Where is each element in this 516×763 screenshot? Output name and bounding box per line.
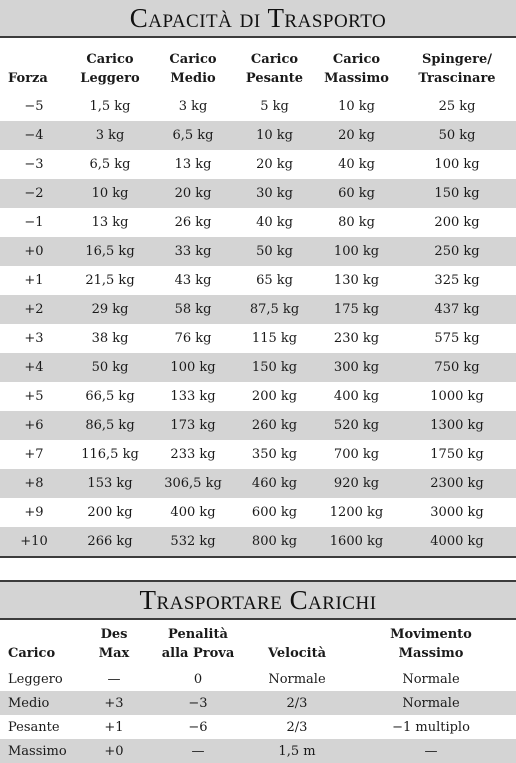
table-cell: +3 bbox=[104, 695, 124, 711]
table-cell: 153 kg bbox=[87, 476, 133, 491]
col-header-medium-load: Carico Medio bbox=[169, 52, 217, 86]
table-cell: +0 bbox=[104, 743, 124, 759]
table-cell: 38 kg bbox=[91, 331, 129, 346]
table-cell: 10 kg bbox=[256, 128, 293, 143]
table-row bbox=[0, 208, 516, 237]
table-cell: 76 kg bbox=[174, 331, 212, 346]
table-cell: 13 kg bbox=[91, 215, 129, 230]
table-cell: 33 kg bbox=[174, 244, 212, 259]
table-cell: 3 kg bbox=[95, 128, 125, 143]
table-cell: 16,5 kg bbox=[85, 244, 135, 259]
table-cell: −2 bbox=[24, 186, 44, 201]
table-cell: −6 bbox=[188, 719, 208, 735]
table-cell: 21,5 kg bbox=[85, 273, 135, 288]
table-cell: 40 kg bbox=[256, 215, 293, 230]
table-cell: 520 kg bbox=[333, 418, 380, 433]
table-cell: +8 bbox=[24, 476, 44, 491]
table-row bbox=[0, 353, 516, 382]
table-cell: +7 bbox=[24, 447, 44, 462]
col-header-heavy-load: Carico Pesante bbox=[245, 52, 304, 86]
table-cell: 532 kg bbox=[170, 534, 216, 549]
table-cell: 2/3 bbox=[286, 719, 308, 735]
table-cell: 300 kg bbox=[333, 360, 380, 375]
table-cell: 10 kg bbox=[91, 186, 129, 201]
table-cell: 100 kg bbox=[333, 244, 380, 259]
table-cell: +9 bbox=[24, 505, 44, 520]
table-cell: 133 kg bbox=[170, 389, 216, 404]
table-cell: Normale bbox=[402, 695, 460, 711]
table-cell: Massimo bbox=[8, 743, 67, 759]
table-cell: 150 kg bbox=[251, 360, 298, 375]
table-row bbox=[0, 179, 516, 208]
table-cell: +10 bbox=[20, 534, 48, 549]
table-cell: 1000 kg bbox=[430, 389, 484, 404]
table-cell: 437 kg bbox=[434, 302, 480, 317]
table-cell: −5 bbox=[24, 99, 44, 114]
table-cell: 230 kg bbox=[333, 331, 380, 346]
table-cell: Normale bbox=[402, 671, 460, 687]
table-cell: 400 kg bbox=[170, 505, 216, 520]
table-cell: 233 kg bbox=[170, 447, 216, 462]
table-row bbox=[0, 295, 516, 324]
table-cell: 1200 kg bbox=[329, 505, 384, 520]
table-cell: 5 kg bbox=[260, 99, 289, 114]
table-cell: 2300 kg bbox=[430, 476, 484, 491]
table-row bbox=[0, 150, 516, 179]
table-cell: +5 bbox=[24, 389, 44, 404]
table-cell: +1 bbox=[24, 273, 44, 288]
table-row bbox=[0, 667, 516, 691]
table-cell: 130 kg bbox=[333, 273, 380, 288]
table-cell: −3 bbox=[24, 157, 44, 172]
carrying-capacity-title: Capacità di Trasporto bbox=[0, 0, 516, 36]
table-cell: Leggero bbox=[8, 671, 63, 687]
col-header-check-penalty: Penalità alla Prova bbox=[161, 627, 235, 661]
table-cell: — bbox=[424, 743, 438, 759]
col-header-max-movement: Movimento Massimo bbox=[390, 627, 472, 661]
table-cell: Normale bbox=[268, 671, 326, 687]
table-cell: 750 kg bbox=[434, 360, 480, 375]
table-cell: 60 kg bbox=[338, 186, 375, 201]
table-cell: 66,5 kg bbox=[85, 389, 135, 404]
table-cell: 1300 kg bbox=[430, 418, 484, 433]
table-cell: 86,5 kg bbox=[85, 418, 135, 433]
col-header-forza: Forza bbox=[8, 71, 48, 86]
table-cell: 200 kg bbox=[87, 505, 133, 520]
table-cell: −1 multiplo bbox=[392, 719, 470, 735]
table-cell: 30 kg bbox=[256, 186, 293, 201]
table-cell: 920 kg bbox=[333, 476, 380, 491]
table-cell: 6,5 kg bbox=[172, 128, 214, 143]
table-cell: +2 bbox=[24, 302, 44, 317]
table-cell: 266 kg bbox=[87, 534, 133, 549]
table-cell: 150 kg bbox=[434, 186, 480, 201]
table-cell: 0 bbox=[193, 671, 203, 687]
table-cell: 50 kg bbox=[438, 128, 476, 143]
table-row bbox=[0, 440, 516, 469]
table-cell: +4 bbox=[24, 360, 44, 375]
col-header-light-load: Carico Leggero bbox=[80, 52, 140, 86]
col-header-speed: Velocità bbox=[267, 646, 327, 661]
table-cell: 700 kg bbox=[333, 447, 380, 462]
table-cell: 200 kg bbox=[251, 389, 298, 404]
table-row bbox=[0, 739, 516, 763]
table-cell: 306,5 kg bbox=[164, 476, 222, 491]
table-row bbox=[0, 411, 516, 440]
table-cell: 1750 kg bbox=[430, 447, 484, 462]
carrying-loads-table bbox=[0, 620, 516, 763]
table-row bbox=[0, 469, 516, 498]
table-row bbox=[0, 324, 516, 353]
table-cell: 10 kg bbox=[338, 99, 375, 114]
table-cell: −3 bbox=[188, 695, 208, 711]
table-cell: 2/3 bbox=[286, 695, 308, 711]
carrying-capacity-table bbox=[0, 38, 516, 556]
table-cell: +6 bbox=[24, 418, 44, 433]
table-row bbox=[0, 92, 516, 121]
table-cell: 13 kg bbox=[174, 157, 212, 172]
table-cell: 87,5 kg bbox=[249, 302, 300, 317]
table-cell: 100 kg bbox=[170, 360, 216, 375]
col-header-max-dex: Des Max bbox=[98, 627, 130, 661]
table-cell: 1,5 kg bbox=[89, 99, 131, 114]
table-cell: 1600 kg bbox=[329, 534, 384, 549]
col-header-push-drag: Spingere/ Trascinare bbox=[418, 52, 496, 86]
table-row bbox=[0, 691, 516, 715]
table-cell: 250 kg bbox=[434, 244, 480, 259]
table-cell: 6,5 kg bbox=[89, 157, 131, 172]
table-cell: 3000 kg bbox=[430, 505, 484, 520]
table-cell: 3 kg bbox=[178, 99, 208, 114]
table-cell: 58 kg bbox=[174, 302, 212, 317]
table-cell: 25 kg bbox=[438, 99, 476, 114]
table-cell: 400 kg bbox=[333, 389, 380, 404]
table-cell: Pesante bbox=[8, 719, 60, 735]
table-cell: 50 kg bbox=[91, 360, 129, 375]
carrying-loads-title: Trasportare Carichi bbox=[0, 582, 516, 618]
table-cell: 116,5 kg bbox=[81, 447, 139, 462]
table-cell: 175 kg bbox=[333, 302, 380, 317]
table-cell: Medio bbox=[8, 695, 50, 711]
table-cell: 460 kg bbox=[251, 476, 298, 491]
table-cell: 26 kg bbox=[174, 215, 212, 230]
table-cell: 350 kg bbox=[251, 447, 298, 462]
table-cell: 600 kg bbox=[251, 505, 298, 520]
table-cell: — bbox=[107, 671, 121, 687]
table-cell: −4 bbox=[24, 128, 44, 143]
table-cell: 260 kg bbox=[251, 418, 298, 433]
table-cell: 4000 kg bbox=[430, 534, 484, 549]
table-cell: — bbox=[191, 743, 205, 759]
table-cell: 65 kg bbox=[256, 273, 293, 288]
table-row bbox=[0, 382, 516, 411]
table-cell: 43 kg bbox=[174, 273, 212, 288]
table-cell: 200 kg bbox=[434, 215, 480, 230]
table-cell: 20 kg bbox=[256, 157, 293, 172]
table-cell: 575 kg bbox=[434, 331, 480, 346]
table-cell: 325 kg bbox=[434, 273, 480, 288]
table-cell: +1 bbox=[104, 719, 124, 735]
table-cell: 29 kg bbox=[91, 302, 129, 317]
table-cell: +3 bbox=[24, 331, 44, 346]
table-cell: 100 kg bbox=[434, 157, 480, 172]
table-cell: 80 kg bbox=[338, 215, 375, 230]
table-row bbox=[0, 266, 516, 295]
table-row bbox=[0, 121, 516, 150]
table-header-row bbox=[0, 620, 516, 667]
col-header-load: Carico bbox=[8, 646, 56, 661]
table-cell: 40 kg bbox=[338, 157, 375, 172]
table-cell: 800 kg bbox=[251, 534, 298, 549]
table-cell: 20 kg bbox=[174, 186, 212, 201]
table-row bbox=[0, 237, 516, 266]
table-cell: +0 bbox=[24, 244, 44, 259]
col-header-maximum-load: Carico Massimo bbox=[324, 52, 389, 86]
table-cell: −1 bbox=[24, 215, 44, 230]
table-header-row bbox=[0, 38, 516, 92]
table-row bbox=[0, 715, 516, 739]
table-row bbox=[0, 527, 516, 556]
table-cell: 50 kg bbox=[256, 244, 293, 259]
table-row bbox=[0, 498, 516, 527]
table-cell: 1,5 m bbox=[278, 743, 316, 759]
section-gap bbox=[0, 558, 516, 580]
table-cell: 173 kg bbox=[170, 418, 216, 433]
table-cell: 20 kg bbox=[338, 128, 375, 143]
table-cell: 115 kg bbox=[251, 331, 298, 346]
